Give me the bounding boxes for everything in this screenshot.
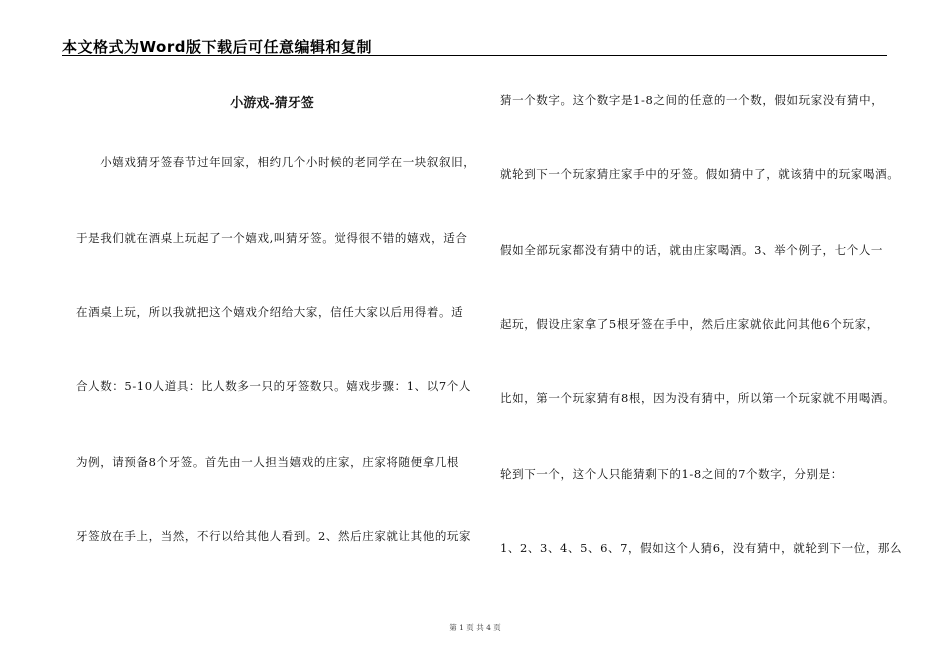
text-line: 合人数：5-10人道具：比人数多一只的牙签数只。嬉戏步骤：1、以7个人: [76, 379, 471, 393]
document-title: 小游戏-猜牙签: [230, 96, 314, 111]
text-line: 猜一个数字。这个数字是1-8之间的任意的一个数，假如玩家没有猜中，: [500, 93, 884, 107]
text-line: 就轮到下一个玩家猜庄家手中的牙签。假如猜中了，就该猜中的玩家喝酒。: [500, 167, 900, 181]
text-line: 为例，请预备8个牙签。首先由一人担当嬉戏的庄家，庄家将随便拿几根: [76, 455, 460, 469]
text-line: 于是我们就在酒桌上玩起了一个嬉戏,叫猜牙签。觉得很不错的嬉戏，适合: [76, 231, 468, 245]
text-line: 比如，第一个玩家猜有8根，因为没有猜中，所以第一个玩家就不用喝酒。: [500, 391, 896, 405]
page-number: 第 1 页 共 4 页: [449, 623, 501, 632]
text-line: 轮到下一个，这个人只能猜剩下的1-8之间的7个数字，分别是：: [500, 467, 843, 481]
banner-divider: [62, 55, 887, 56]
text-line: 假如全部玩家都没有猜中的话，就由庄家喝酒。3、举个例子，七个人一: [500, 243, 884, 257]
page-banner: 本文格式为Word版下载后可任意编辑和复制: [62, 38, 372, 56]
text-line: 小嬉戏猜牙签春节过年回家，相约几个小时候的老同学在一块叙叙旧，: [76, 155, 476, 169]
text-line: 牙签放在手上，当然，不行以给其他人看到。2、然后庄家就让其他的玩家: [76, 529, 472, 543]
text-line: 在酒桌上玩，所以我就把这个嬉戏介绍给大家，信任大家以后用得着。适: [76, 305, 464, 319]
text-line: 1、2、3、4、5、6、7，假如这个人猜6，没有猜中，就轮到下一位，那么: [500, 541, 903, 555]
text-line: 起玩，假设庄家拿了5根牙签在手中，然后庄家就依此问其他6个玩家，: [500, 317, 879, 331]
